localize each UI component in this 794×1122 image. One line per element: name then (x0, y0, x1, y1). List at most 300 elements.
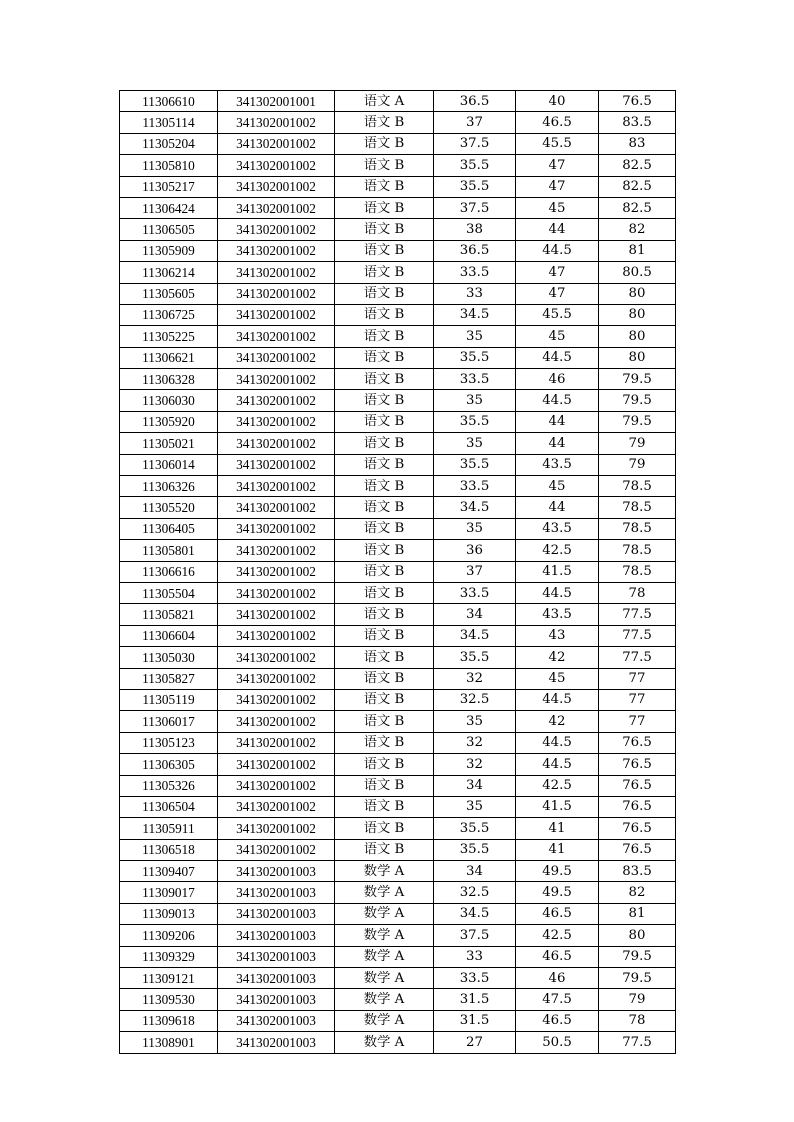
table-row (120, 390, 676, 411)
score-part1-cell: 33 (434, 946, 516, 967)
table-row (120, 326, 676, 347)
total-score-cell: 82.5 (599, 176, 676, 197)
score-part2-cell: 46.5 (516, 946, 599, 967)
total-score-cell: 79.5 (599, 946, 676, 967)
total-score-cell: 80 (599, 925, 676, 946)
score-part1-cell: 36.5 (434, 91, 516, 112)
total-score-cell: 78.5 (599, 561, 676, 582)
total-score-cell: 82.5 (599, 155, 676, 176)
candidate-id-cell: 11305827 (120, 668, 218, 689)
candidate-id-cell: 11305030 (120, 647, 218, 668)
candidate-id-cell: 11309407 (120, 861, 218, 882)
total-score-cell: 83 (599, 133, 676, 154)
subject-cell: 语文 B (335, 561, 434, 582)
total-score-cell: 79.5 (599, 411, 676, 432)
candidate-id-cell: 11305119 (120, 689, 218, 710)
subject-cell: 数学 A (335, 1010, 434, 1031)
candidate-id-cell: 11305504 (120, 582, 218, 603)
subject-cell: 语文 B (335, 775, 434, 796)
score-part1-cell: 34.5 (434, 903, 516, 924)
candidate-id-cell: 11306505 (120, 219, 218, 240)
candidate-id-cell: 11305021 (120, 433, 218, 454)
table-row (120, 968, 676, 989)
position-code-cell: 341302001003 (218, 989, 335, 1010)
position-code-cell: 341302001003 (218, 882, 335, 903)
table-row (120, 476, 676, 497)
position-code-cell: 341302001002 (218, 283, 335, 304)
subject-cell: 语文 B (335, 176, 434, 197)
score-part2-cell: 44.5 (516, 689, 599, 710)
score-part2-cell: 44.5 (516, 732, 599, 753)
subject-cell: 语文 B (335, 668, 434, 689)
candidate-id-cell: 11305920 (120, 411, 218, 432)
table-row (120, 518, 676, 539)
table-row (120, 561, 676, 582)
table-row (120, 839, 676, 860)
candidate-id-cell: 11305114 (120, 112, 218, 133)
position-code-cell: 341302001002 (218, 112, 335, 133)
total-score-cell: 78.5 (599, 518, 676, 539)
position-code-cell: 341302001002 (218, 176, 335, 197)
table-row (120, 540, 676, 561)
candidate-id-cell: 11305801 (120, 540, 218, 561)
candidate-id-cell: 11308901 (120, 1032, 218, 1053)
score-part1-cell: 35 (434, 711, 516, 732)
total-score-cell: 78 (599, 1010, 676, 1031)
position-code-cell: 341302001002 (218, 775, 335, 796)
subject-cell: 数学 A (335, 968, 434, 989)
position-code-cell: 341302001002 (218, 476, 335, 497)
candidate-id-cell: 11309013 (120, 903, 218, 924)
subject-cell: 数学 A (335, 861, 434, 882)
position-code-cell: 341302001002 (218, 711, 335, 732)
score-part1-cell: 35.5 (434, 818, 516, 839)
candidate-id-cell: 11306725 (120, 304, 218, 325)
total-score-cell: 79.5 (599, 390, 676, 411)
table-row (120, 91, 676, 112)
score-part2-cell: 41.5 (516, 796, 599, 817)
subject-cell: 语文 B (335, 647, 434, 668)
subject-cell: 语文 B (335, 625, 434, 646)
total-score-cell: 76.5 (599, 732, 676, 753)
score-part2-cell: 44 (516, 219, 599, 240)
candidate-id-cell: 11305326 (120, 775, 218, 796)
position-code-cell: 341302001002 (218, 390, 335, 411)
subject-cell: 数学 A (335, 1032, 434, 1053)
position-code-cell: 341302001003 (218, 1032, 335, 1053)
subject-cell: 语文 B (335, 326, 434, 347)
score-part1-cell: 33 (434, 283, 516, 304)
candidate-id-cell: 11309618 (120, 1010, 218, 1031)
position-code-cell: 341302001001 (218, 91, 335, 112)
table-row (120, 176, 676, 197)
score-part2-cell: 40 (516, 91, 599, 112)
subject-cell: 语文 B (335, 732, 434, 753)
table-row (120, 433, 676, 454)
score-part1-cell: 35.5 (434, 839, 516, 860)
position-code-cell: 341302001003 (218, 925, 335, 946)
position-code-cell: 341302001003 (218, 1010, 335, 1031)
score-part2-cell: 42.5 (516, 775, 599, 796)
position-code-cell: 341302001002 (218, 262, 335, 283)
total-score-cell: 77.5 (599, 625, 676, 646)
candidate-id-cell: 11309329 (120, 946, 218, 967)
table-row (120, 818, 676, 839)
position-code-cell: 341302001002 (218, 304, 335, 325)
total-score-cell: 76.5 (599, 91, 676, 112)
score-part1-cell: 35 (434, 433, 516, 454)
subject-cell: 语文 B (335, 283, 434, 304)
score-part1-cell: 33.5 (434, 476, 516, 497)
subject-cell: 语文 A (335, 91, 434, 112)
subject-cell: 数学 A (335, 989, 434, 1010)
total-score-cell: 79 (599, 989, 676, 1010)
position-code-cell: 341302001002 (218, 582, 335, 603)
total-score-cell: 82.5 (599, 197, 676, 218)
score-part2-cell: 46.5 (516, 1010, 599, 1031)
subject-cell: 语文 B (335, 818, 434, 839)
score-part1-cell: 36 (434, 540, 516, 561)
table-row (120, 347, 676, 368)
table-row (120, 689, 676, 710)
position-code-cell: 341302001002 (218, 668, 335, 689)
position-code-cell: 341302001002 (218, 625, 335, 646)
score-part2-cell: 45 (516, 668, 599, 689)
score-part2-cell: 41.5 (516, 561, 599, 582)
subject-cell: 数学 A (335, 903, 434, 924)
subject-cell: 语文 B (335, 411, 434, 432)
candidate-id-cell: 11309206 (120, 925, 218, 946)
table-row (120, 647, 676, 668)
score-part2-cell: 44 (516, 497, 599, 518)
subject-cell: 语文 B (335, 796, 434, 817)
position-code-cell: 341302001002 (218, 754, 335, 775)
total-score-cell: 80.5 (599, 262, 676, 283)
score-part2-cell: 41 (516, 839, 599, 860)
score-part1-cell: 35 (434, 390, 516, 411)
table-row (120, 411, 676, 432)
subject-cell: 语文 B (335, 112, 434, 133)
position-code-cell: 341302001002 (218, 411, 335, 432)
table-row (120, 796, 676, 817)
score-part1-cell: 32.5 (434, 689, 516, 710)
candidate-id-cell: 11305821 (120, 604, 218, 625)
subject-cell: 语文 B (335, 433, 434, 454)
candidate-id-cell: 11306424 (120, 197, 218, 218)
score-part2-cell: 46.5 (516, 112, 599, 133)
table-row (120, 625, 676, 646)
score-table-body (120, 91, 676, 1054)
candidate-id-cell: 11306017 (120, 711, 218, 732)
total-score-cell: 80 (599, 304, 676, 325)
candidate-id-cell: 11306014 (120, 454, 218, 475)
score-part1-cell: 35.5 (434, 411, 516, 432)
position-code-cell: 341302001002 (218, 604, 335, 625)
candidate-id-cell: 11305204 (120, 133, 218, 154)
candidate-id-cell: 11309121 (120, 968, 218, 989)
position-code-cell: 341302001002 (218, 155, 335, 176)
total-score-cell: 79.5 (599, 369, 676, 390)
score-part2-cell: 42 (516, 711, 599, 732)
table-row (120, 989, 676, 1010)
total-score-cell: 77.5 (599, 647, 676, 668)
position-code-cell: 341302001002 (218, 561, 335, 582)
score-table (119, 90, 676, 1054)
subject-cell: 语文 B (335, 304, 434, 325)
position-code-cell: 341302001003 (218, 946, 335, 967)
subject-cell: 语文 B (335, 582, 434, 603)
position-code-cell: 341302001002 (218, 818, 335, 839)
table-row (120, 240, 676, 261)
score-part1-cell: 35 (434, 326, 516, 347)
score-part1-cell: 33.5 (434, 582, 516, 603)
total-score-cell: 82 (599, 882, 676, 903)
table-row (120, 283, 676, 304)
position-code-cell: 341302001002 (218, 796, 335, 817)
subject-cell: 数学 A (335, 882, 434, 903)
candidate-id-cell: 11306604 (120, 625, 218, 646)
table-row (120, 369, 676, 390)
total-score-cell: 77.5 (599, 604, 676, 625)
subject-cell: 语文 B (335, 219, 434, 240)
candidate-id-cell: 11306610 (120, 91, 218, 112)
subject-cell: 语文 B (335, 604, 434, 625)
total-score-cell: 78.5 (599, 497, 676, 518)
table-row (120, 861, 676, 882)
position-code-cell: 341302001002 (218, 454, 335, 475)
subject-cell: 语文 B (335, 240, 434, 261)
score-part1-cell: 31.5 (434, 1010, 516, 1031)
table-row (120, 925, 676, 946)
total-score-cell: 76.5 (599, 796, 676, 817)
score-part1-cell: 37.5 (434, 133, 516, 154)
position-code-cell: 341302001002 (218, 133, 335, 154)
total-score-cell: 80 (599, 347, 676, 368)
score-part2-cell: 44.5 (516, 347, 599, 368)
score-part2-cell: 44.5 (516, 240, 599, 261)
total-score-cell: 83.5 (599, 861, 676, 882)
subject-cell: 语文 B (335, 454, 434, 475)
score-part2-cell: 42.5 (516, 540, 599, 561)
score-part1-cell: 34 (434, 604, 516, 625)
subject-cell: 语文 B (335, 262, 434, 283)
total-score-cell: 76.5 (599, 818, 676, 839)
candidate-id-cell: 11306214 (120, 262, 218, 283)
total-score-cell: 78 (599, 582, 676, 603)
candidate-id-cell: 11306518 (120, 839, 218, 860)
position-code-cell: 341302001002 (218, 732, 335, 753)
score-part2-cell: 43.5 (516, 604, 599, 625)
position-code-cell: 341302001002 (218, 219, 335, 240)
score-part2-cell: 44.5 (516, 754, 599, 775)
score-part1-cell: 33.5 (434, 369, 516, 390)
score-part1-cell: 35.5 (434, 347, 516, 368)
position-code-cell: 341302001002 (218, 647, 335, 668)
subject-cell: 数学 A (335, 925, 434, 946)
score-part2-cell: 43.5 (516, 454, 599, 475)
score-part2-cell: 47 (516, 155, 599, 176)
score-part2-cell: 41 (516, 818, 599, 839)
position-code-cell: 341302001003 (218, 861, 335, 882)
subject-cell: 语文 B (335, 839, 434, 860)
table-row (120, 304, 676, 325)
score-part2-cell: 49.5 (516, 861, 599, 882)
score-part1-cell: 36.5 (434, 240, 516, 261)
score-part2-cell: 43.5 (516, 518, 599, 539)
total-score-cell: 76.5 (599, 775, 676, 796)
score-part2-cell: 44 (516, 411, 599, 432)
score-part1-cell: 35.5 (434, 454, 516, 475)
candidate-id-cell: 11306616 (120, 561, 218, 582)
score-part1-cell: 32 (434, 732, 516, 753)
position-code-cell: 341302001002 (218, 839, 335, 860)
position-code-cell: 341302001003 (218, 968, 335, 989)
total-score-cell: 77 (599, 668, 676, 689)
score-part2-cell: 47 (516, 176, 599, 197)
score-part1-cell: 34 (434, 775, 516, 796)
table-row (120, 112, 676, 133)
candidate-id-cell: 11305909 (120, 240, 218, 261)
position-code-cell: 341302001002 (218, 326, 335, 347)
score-part2-cell: 43 (516, 625, 599, 646)
table-row (120, 262, 676, 283)
total-score-cell: 77 (599, 711, 676, 732)
score-part2-cell: 44 (516, 433, 599, 454)
position-code-cell: 341302001002 (218, 689, 335, 710)
score-part2-cell: 49.5 (516, 882, 599, 903)
score-part1-cell: 33.5 (434, 262, 516, 283)
total-score-cell: 78.5 (599, 540, 676, 561)
subject-cell: 语文 B (335, 197, 434, 218)
position-code-cell: 341302001002 (218, 240, 335, 261)
table-row (120, 732, 676, 753)
candidate-id-cell: 11306030 (120, 390, 218, 411)
candidate-id-cell: 11306328 (120, 369, 218, 390)
total-score-cell: 80 (599, 283, 676, 304)
score-part1-cell: 27 (434, 1032, 516, 1053)
table-row (120, 1010, 676, 1031)
total-score-cell: 80 (599, 326, 676, 347)
candidate-id-cell: 11305225 (120, 326, 218, 347)
total-score-cell: 79 (599, 454, 676, 475)
candidate-id-cell: 11306326 (120, 476, 218, 497)
score-part1-cell: 35 (434, 518, 516, 539)
total-score-cell: 81 (599, 240, 676, 261)
score-part2-cell: 47.5 (516, 989, 599, 1010)
candidate-id-cell: 11305520 (120, 497, 218, 518)
position-code-cell: 341302001002 (218, 433, 335, 454)
table-row (120, 903, 676, 924)
score-part2-cell: 46 (516, 369, 599, 390)
position-code-cell: 341302001002 (218, 369, 335, 390)
subject-cell: 语文 B (335, 518, 434, 539)
candidate-id-cell: 11306504 (120, 796, 218, 817)
score-part1-cell: 32.5 (434, 882, 516, 903)
score-part2-cell: 45.5 (516, 133, 599, 154)
table-row (120, 1032, 676, 1053)
candidate-id-cell: 11306305 (120, 754, 218, 775)
score-part1-cell: 31.5 (434, 989, 516, 1010)
score-part2-cell: 47 (516, 283, 599, 304)
position-code-cell: 341302001002 (218, 518, 335, 539)
score-part1-cell: 35.5 (434, 176, 516, 197)
total-score-cell: 77.5 (599, 1032, 676, 1053)
subject-cell: 语文 B (335, 133, 434, 154)
position-code-cell: 341302001002 (218, 540, 335, 561)
score-part1-cell: 37 (434, 112, 516, 133)
score-part2-cell: 44.5 (516, 390, 599, 411)
subject-cell: 语文 B (335, 476, 434, 497)
score-part2-cell: 44.5 (516, 582, 599, 603)
score-part2-cell: 50.5 (516, 1032, 599, 1053)
subject-cell: 语文 B (335, 754, 434, 775)
subject-cell: 语文 B (335, 369, 434, 390)
position-code-cell: 341302001003 (218, 903, 335, 924)
table-row (120, 155, 676, 176)
score-part1-cell: 35 (434, 796, 516, 817)
position-code-cell: 341302001002 (218, 347, 335, 368)
score-part2-cell: 47 (516, 262, 599, 283)
total-score-cell: 77 (599, 689, 676, 710)
table-row (120, 711, 676, 732)
score-part1-cell: 32 (434, 754, 516, 775)
table-row (120, 197, 676, 218)
total-score-cell: 81 (599, 903, 676, 924)
score-part1-cell: 37 (434, 561, 516, 582)
score-part2-cell: 46.5 (516, 903, 599, 924)
score-part2-cell: 45 (516, 326, 599, 347)
score-part1-cell: 37.5 (434, 197, 516, 218)
table-row (120, 754, 676, 775)
position-code-cell: 341302001002 (218, 497, 335, 518)
candidate-id-cell: 11305123 (120, 732, 218, 753)
table-row (120, 497, 676, 518)
score-part1-cell: 38 (434, 219, 516, 240)
score-part1-cell: 34.5 (434, 497, 516, 518)
score-part1-cell: 32 (434, 668, 516, 689)
score-part1-cell: 34 (434, 861, 516, 882)
subject-cell: 语文 B (335, 689, 434, 710)
total-score-cell: 79.5 (599, 968, 676, 989)
table-row (120, 775, 676, 796)
score-part2-cell: 45 (516, 197, 599, 218)
candidate-id-cell: 11305911 (120, 818, 218, 839)
candidate-id-cell: 11305605 (120, 283, 218, 304)
position-code-cell: 341302001002 (218, 197, 335, 218)
total-score-cell: 78.5 (599, 476, 676, 497)
score-part2-cell: 45.5 (516, 304, 599, 325)
total-score-cell: 82 (599, 219, 676, 240)
candidate-id-cell: 11305810 (120, 155, 218, 176)
subject-cell: 语文 B (335, 347, 434, 368)
subject-cell: 语文 B (335, 155, 434, 176)
total-score-cell: 83.5 (599, 112, 676, 133)
total-score-cell: 79 (599, 433, 676, 454)
score-part2-cell: 42 (516, 647, 599, 668)
table-row (120, 668, 676, 689)
table-row (120, 133, 676, 154)
candidate-id-cell: 11306621 (120, 347, 218, 368)
subject-cell: 语文 B (335, 711, 434, 732)
score-part1-cell: 37.5 (434, 925, 516, 946)
score-part1-cell: 35.5 (434, 155, 516, 176)
score-part1-cell: 34.5 (434, 625, 516, 646)
score-part1-cell: 33.5 (434, 968, 516, 989)
table-row (120, 882, 676, 903)
subject-cell: 语文 B (335, 497, 434, 518)
subject-cell: 数学 A (335, 946, 434, 967)
score-part2-cell: 46 (516, 968, 599, 989)
